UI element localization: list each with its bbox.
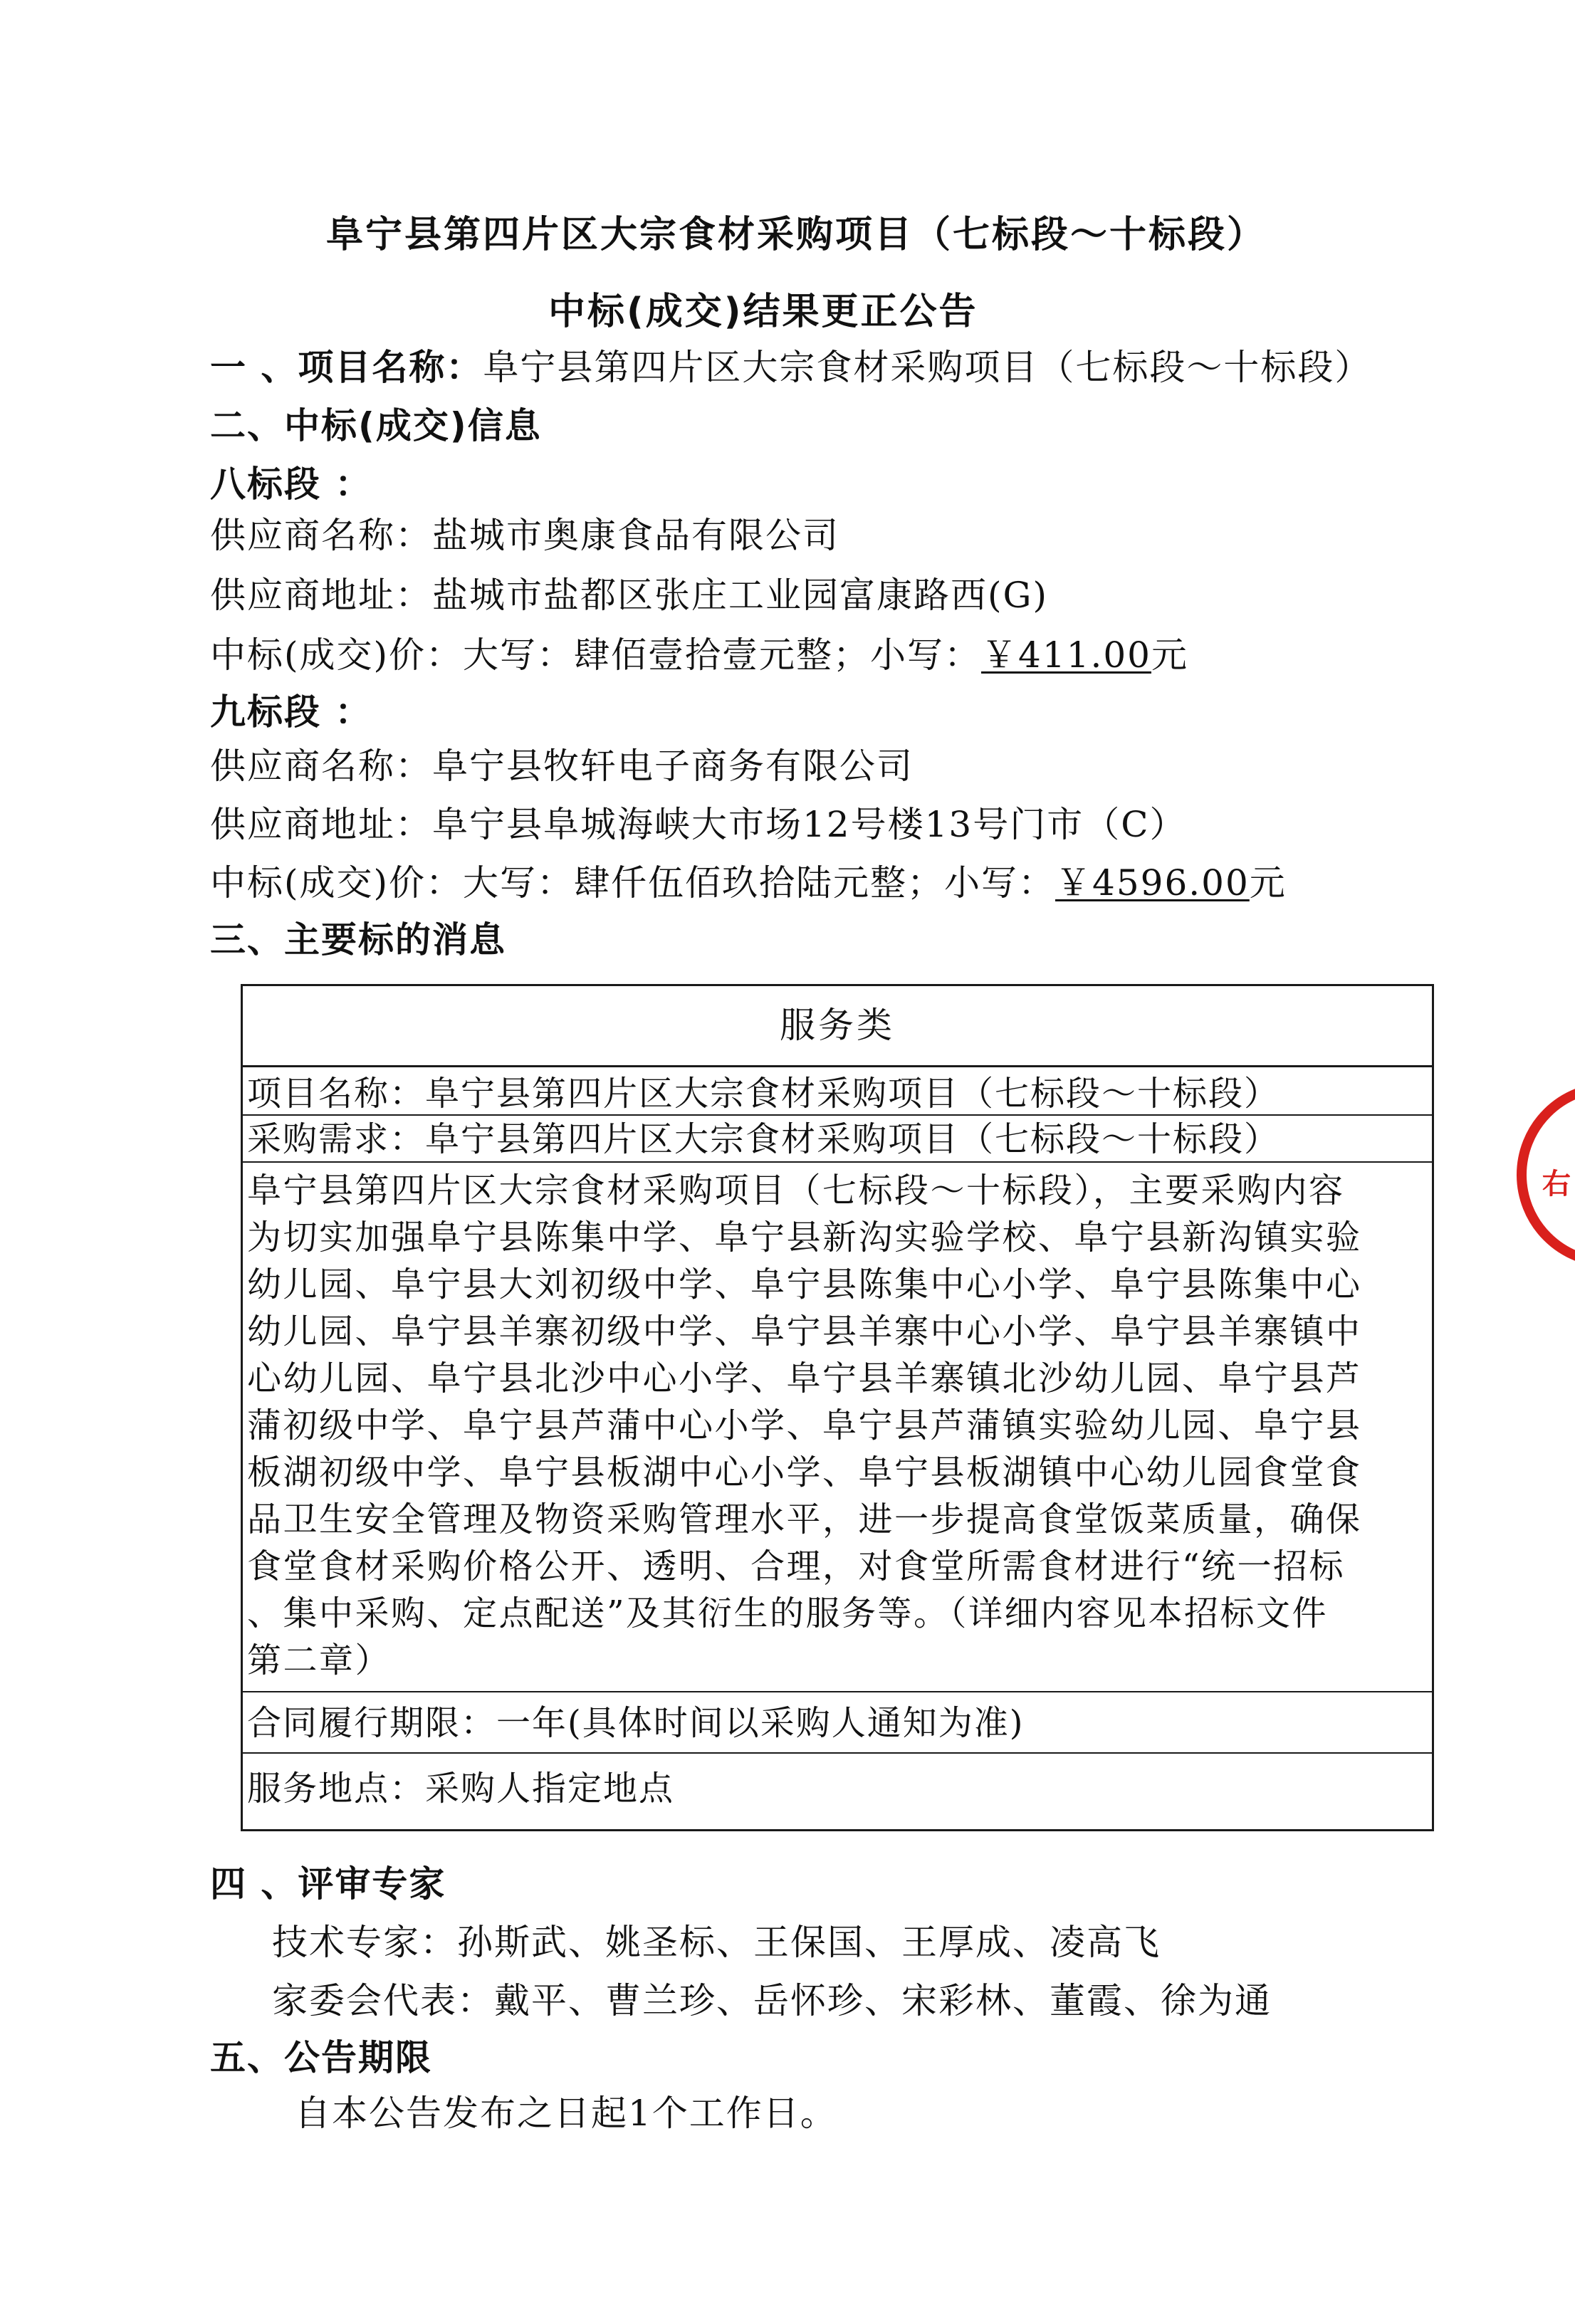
lot8-heading: 八标段 ： <box>210 464 372 505</box>
description-line: 心幼儿园、阜宁县北沙中心小学、阜宁县羊寨镇北沙幼儿园、阜宁县芦 <box>247 1359 1362 1398</box>
description-line: 板湖初级中学、阜宁县板湖中心小学、阜宁县板湖镇中心幼儿园食堂食 <box>247 1452 1362 1492</box>
requirement-text: 采购需求：阜宁县第四片区大宗食材采购项目（七标段～十标段） <box>247 1119 1280 1159</box>
description-line: 为切实加强阜宁县陈集中学、阜宁县新沟实验学校、阜宁县新沟镇实验 <box>247 1218 1362 1257</box>
table-row-service-location <box>243 1754 1432 1829</box>
description-line: 品卫生安全管理及物资采购管理水平，进一步提高食堂饭菜质量，确保 <box>247 1499 1362 1539</box>
section5-heading: 五、公告期限 <box>210 2037 432 2078</box>
lot8-price-amount: ￥411.00 <box>981 634 1151 676</box>
lot9-supplier-name: 供应商名称：阜宁县牧轩电子商务有限公司 <box>210 745 914 787</box>
description-line: 蒲初级中学、阜宁县芦蒲中心小学、阜宁县芦蒲镇实验幼儿园、阜宁县 <box>247 1406 1362 1445</box>
section1-value: 阜宁县第四片区大宗食材采购项目（七标段～十标段） <box>483 347 1372 388</box>
lot8-price-suffix: 元 <box>1151 634 1188 676</box>
lot9-price <box>210 862 1287 904</box>
contract-period-text: 合同履行期限：一年(具体时间以采购人通知为准) <box>247 1703 1025 1743</box>
section1-label: 一 、项目名称： <box>210 347 483 388</box>
table-header-cell: 服务类 <box>243 986 1432 1067</box>
description-line: 第二章） <box>247 1640 392 1680</box>
project-name-text: 项目名称：阜宁县第四片区大宗食材采购项目（七标段～十标段） <box>247 1074 1280 1114</box>
table-row-description <box>243 1163 1432 1692</box>
lot8-supplier-name: 供应商名称：盐城市奥康食品有限公司 <box>210 515 839 556</box>
lot8-price <box>210 634 1188 676</box>
section1-line <box>210 346 1371 389</box>
description-line: 幼儿园、阜宁县羊寨初级中学、阜宁县羊寨中心小学、阜宁县羊寨镇中 <box>247 1312 1362 1351</box>
lot8-price-prefix: 中标(成交)价：大写：肆佰壹拾壹元整；小写： <box>210 634 982 676</box>
description-line: 阜宁县第四片区大宗食材采购项目（七标段～十标段），主要采购内容 <box>247 1171 1345 1210</box>
lot9-heading: 九标段 ： <box>210 691 372 733</box>
description-line: 、集中采购、定点配送”及其衍生的服务等。（详细内容见本招标文件 <box>247 1593 1329 1633</box>
document-title-line1: 阜宁县第四片区大宗食材采购项目（七标段～十标段） <box>326 214 1267 256</box>
lot9-supplier-address: 供应商地址：阜宁县阜城海峡大市场12号楼13号门市（C） <box>210 804 1187 845</box>
service-location-text: 服务地点：采购人指定地点 <box>247 1769 675 1809</box>
lot9-price-suffix: 元 <box>1249 862 1287 904</box>
lot9-price-amount: ￥4596.00 <box>1055 862 1250 904</box>
section2-heading: 二、中标(成交)信息 <box>210 405 542 446</box>
parent-committee: 家委会代表：戴平、曹兰珍、岳怀珍、宋彩林、董霞、徐为通 <box>272 1980 1272 2021</box>
section4-heading: 四 、评审专家 <box>210 1863 446 1905</box>
description-line: 食堂食材采购价格公开、透明、合理，对食堂所需食材进行“统一招标 <box>247 1546 1346 1586</box>
lot9-price-prefix: 中标(成交)价：大写：肆仟伍佰玖拾陆元整；小写： <box>210 862 1056 904</box>
seal-glyph: 右 <box>1542 1168 1571 1200</box>
subject-matter-table <box>241 984 1434 1831</box>
lot8-supplier-address: 供应商地址：盐城市盐都区张庄工业园富康路西(G) <box>210 575 1048 616</box>
table-row-requirement <box>243 1116 1432 1163</box>
description-paragraph <box>247 1167 1422 1684</box>
announcement-period-text: 自本公告发布之日起1个工作日。 <box>295 2093 837 2134</box>
document-title-line2: 中标(成交)结果更正公告 <box>548 290 978 333</box>
table-row-contract-period <box>243 1692 1432 1754</box>
description-line: 幼儿园、阜宁县大刘初级中学、阜宁县陈集中心小学、阜宁县陈集中心 <box>247 1265 1362 1304</box>
table-row-project-name <box>243 1067 1432 1116</box>
technical-experts: 技术专家：孙斯武、姚圣标、王保国、王厚成、凌高飞 <box>272 1922 1161 1963</box>
section3-heading: 三、主要标的消息 <box>210 919 506 961</box>
